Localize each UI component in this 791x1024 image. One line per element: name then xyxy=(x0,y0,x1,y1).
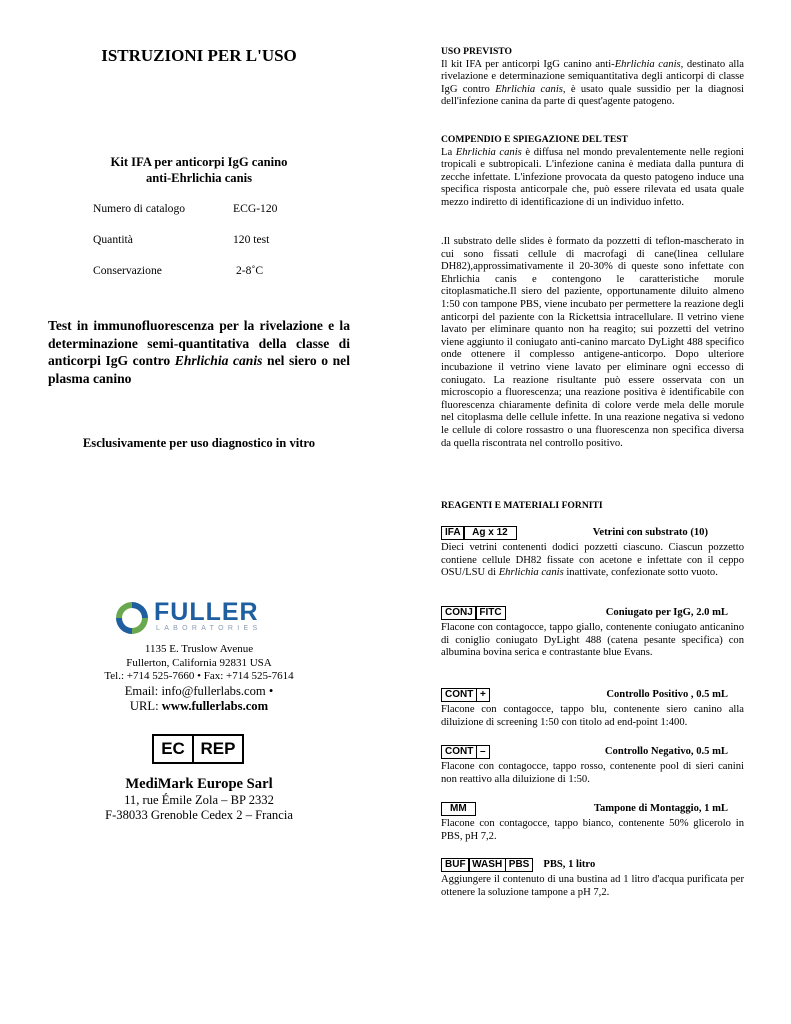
reagent-description xyxy=(441,542,744,580)
section-summary xyxy=(441,134,744,210)
reagent-header xyxy=(441,858,744,872)
text-run: destinato alla rivelazione e determinazione semiquantitativa degli anticorpi di classe IgG contro xyxy=(441,58,744,95)
reagent-title: Coniugato per IgG, 2.0 mL xyxy=(605,607,728,619)
reagent-title: Controllo Positivo , 0.5 mL xyxy=(606,689,728,701)
reagent-conjugate xyxy=(441,606,744,660)
symbol-box: WASH xyxy=(468,858,506,872)
info-value: 120 test xyxy=(233,233,270,246)
product-info xyxy=(93,202,333,277)
fuller-logo-text: FULLER xyxy=(154,598,259,626)
text-run: Il kit IFA per anticorpi IgG canino anti- xyxy=(441,58,615,70)
medimark-address-2: F-38033 Grenoble Cedex 2 – Francia xyxy=(105,808,293,822)
section-body xyxy=(441,59,744,109)
info-row-storage xyxy=(93,264,333,277)
mm-symbol xyxy=(441,802,476,816)
info-value: 2-8˚C xyxy=(236,264,264,277)
buf-wash-pbs-symbol xyxy=(441,858,533,872)
cont-plus-symbol xyxy=(441,688,490,702)
kit-title-line-2: anti-Ehrlichia canis xyxy=(145,171,252,185)
fuller-logo-mark-icon xyxy=(112,598,152,638)
info-label: Quantità xyxy=(93,233,133,246)
section-reagents-heading xyxy=(441,500,744,513)
reagent-title: Vetrini con substrato (10) xyxy=(592,527,708,539)
symbol-box: MM xyxy=(441,802,476,816)
text-run: inattivate, confezionate sotto vuoto. xyxy=(563,567,718,579)
address-line-1: 1135 E. Truslow Avenue xyxy=(144,643,254,655)
reagent-mounting-medium xyxy=(441,802,744,843)
main-title: ISTRUZIONI PER L'USO xyxy=(101,46,297,65)
reagent-header xyxy=(441,745,744,759)
text-run: Dieci vetrini contenenti dodici pozzetti ciascuno. Ciascun pozzetto contiene cellule DH82 fissate con acetone e infettate con il ceppo OSU/LSU di xyxy=(441,542,744,579)
kit-title-line-1: Kit IFA per anticorpi IgG canino xyxy=(110,155,288,169)
section-substrate xyxy=(441,236,744,450)
reagent-header xyxy=(441,802,744,816)
symbol-box: Ag x 12 xyxy=(463,526,517,540)
section-body: .Il substrato delle slides è formato da pozzetti di teflon-mascherato in cui sono fissati cellule di macrofagi di cane(linea cellulare DH82),approssimativamente il 20-30% di queste sono infettate con Ehrlichia canis e contengono le caratteristiche morule citoplasmatiche.Il siero del paziente, opportunamente diluito almeno 1:50 con tampone PBS, viene incubato per permettere la reazione degli anticorpi del paziente con la Rickettsia intracellulare. Il vetrino viene lavato per eliminare quanto non ha reagito; sui pozzetti del vetrino viene aggiunto il coniugato anti-canino marcato DyLight 488 specifico onde ottenere il complesso antigene-anticorpo. Dopo ulteriore incubazione il vetrino viene lavato per eliminare ogni eccesso di coniugato. La reazione risultante può essere osservata con un microscopio a fluorescenza; una reazione positiva è identificabile con fluorescenza chiaramente definita di colore verde mela delle morule nel citoplasma delle cellule infette. In una reazione negativa si vedono le cellule di colore rossastro o una fluorescenza non specifica diversa da quella riscontrata nel controllo positivo. xyxy=(441,236,744,449)
symbol-box: CONT xyxy=(441,688,477,702)
url-line xyxy=(48,699,350,714)
text-italic: Ehrlichia canis xyxy=(498,567,564,579)
info-label: Numero di catalogo xyxy=(93,202,186,215)
reagent-description: Flacone con contagocce, tappo blu, contenente siero canino alla diluizione di screening 1:50 con titolo ad end-point 1:400. xyxy=(441,704,744,728)
ec-label: EC xyxy=(154,736,194,762)
reagent-header xyxy=(441,526,744,540)
symbol-box: BUF xyxy=(441,858,470,872)
cont-minus-symbol xyxy=(441,745,490,759)
symbol-box: IFA xyxy=(441,526,465,540)
reagent-title: Controllo Negativo, 0.5 mL xyxy=(604,746,728,758)
test-desc-part-1: Test in immunofluorescenza per la rivelazione e la determinazione semi-quantitativa della classe di anticorpi IgG contro xyxy=(48,318,350,369)
text-run: è diffusa nel mondo prevalentemente nelle regioni tropicali e subtropicali. L'infezione canina è mediata dalla puntura di zecche infettate. L'infezione provocata da questo patogeno induce una specifica risposta anticorpale che, può essere rilevata ed usata quale mezzo indiretto di identificazione di un individuo infetto. xyxy=(441,146,744,208)
text-italic: Ehrlichia canis, xyxy=(614,58,684,70)
info-row-quantity xyxy=(93,233,333,246)
ifa-ag-symbol xyxy=(441,526,517,540)
reagent-pbs xyxy=(441,858,744,899)
conj-fitc-symbol xyxy=(441,606,506,620)
test-desc-italic: Ehrlichia canis xyxy=(174,353,263,369)
phone-fax: Tel.: +714 525-7660 • Fax: +714 525-7614 xyxy=(104,670,294,682)
section-heading: USO PREVISTO xyxy=(441,46,512,57)
fuller-logo xyxy=(112,598,282,638)
website-link[interactable]: www.fullerlabs.com xyxy=(161,698,269,713)
reagent-negative-control xyxy=(441,745,744,786)
symbol-box: CONT xyxy=(441,745,477,759)
medimark-address-1: 11, rue Émile Zola – BP 2332 xyxy=(124,793,274,807)
reagent-description: Flacone con contagocce, tappo bianco, contenente 50% glicerolo in PBS, pH 7,2. xyxy=(441,818,744,842)
reagent-slides xyxy=(441,526,744,580)
reagent-description: Flacone con contagocce, tappo giallo, contenente coniugato anticanino di coniglio coniugato DyLight 488 (catena pesante specifica) con albumina bovina serica e contrastante blue Evans. xyxy=(441,622,744,659)
medimark-block xyxy=(48,776,350,823)
medimark-name: MediMark Europe Sarl xyxy=(125,776,273,792)
text-italic: Ehrlichia canis xyxy=(455,146,522,158)
reagent-description: Flacone con contagocce, tappo rosso, contenente pool di sieri canini non reattivo alla diluizione di 1:50. xyxy=(441,761,744,785)
symbol-box: – xyxy=(476,745,490,759)
section-heading: REAGENTI E MATERIALI FORNITI xyxy=(441,500,603,511)
symbol-box: CONJ xyxy=(441,606,477,620)
test-description xyxy=(48,317,350,387)
info-value: ECG-120 xyxy=(233,202,278,215)
text-run: , è usato quale sussidio per la diagnosi dell'infezione canina da parte di quest'agente patogeno. xyxy=(441,83,744,108)
diagnostic-notice: Esclusivamente per uso diagnostico in vitro xyxy=(82,436,316,450)
fuller-logo-subtext: LABORATORIES xyxy=(156,625,262,632)
section-heading: COMPENDIO E SPIEGAZIONE DEL TEST xyxy=(441,134,628,145)
reagent-description: Aggiungere il contenuto di una bustina ad 1 litro d'acqua purificata per ottenere la soluzione tampone a pH 7,2. xyxy=(441,874,744,898)
symbol-box: FITC xyxy=(475,606,505,620)
info-label: Conservazione xyxy=(93,264,162,277)
symbol-box: PBS xyxy=(505,858,534,872)
symbol-box: + xyxy=(476,688,490,702)
section-body xyxy=(441,147,744,210)
reagent-header xyxy=(441,606,744,620)
ec-rep-symbol xyxy=(152,734,244,764)
text-italic: Ehrlichia canis xyxy=(495,83,563,95)
reagent-title: PBS, 1 litro xyxy=(543,859,596,871)
info-row-catalog xyxy=(93,202,333,215)
address-line-2: Fullerton, California 92831 USA xyxy=(126,656,272,669)
test-desc-part-2: nel siero o nel plasma canino xyxy=(48,353,350,386)
email-line: Email: info@fullerlabs.com • xyxy=(124,683,274,698)
fuller-address xyxy=(48,643,350,714)
kit-title xyxy=(48,154,350,186)
url-label: URL: xyxy=(129,698,162,713)
reagent-positive-control xyxy=(441,688,744,729)
reagent-title: Tampone di Montaggio, 1 mL xyxy=(593,803,728,815)
reagent-header xyxy=(441,688,744,702)
section-intended-use xyxy=(441,46,744,109)
text-run: La xyxy=(441,146,456,158)
rep-label: REP xyxy=(200,739,236,758)
